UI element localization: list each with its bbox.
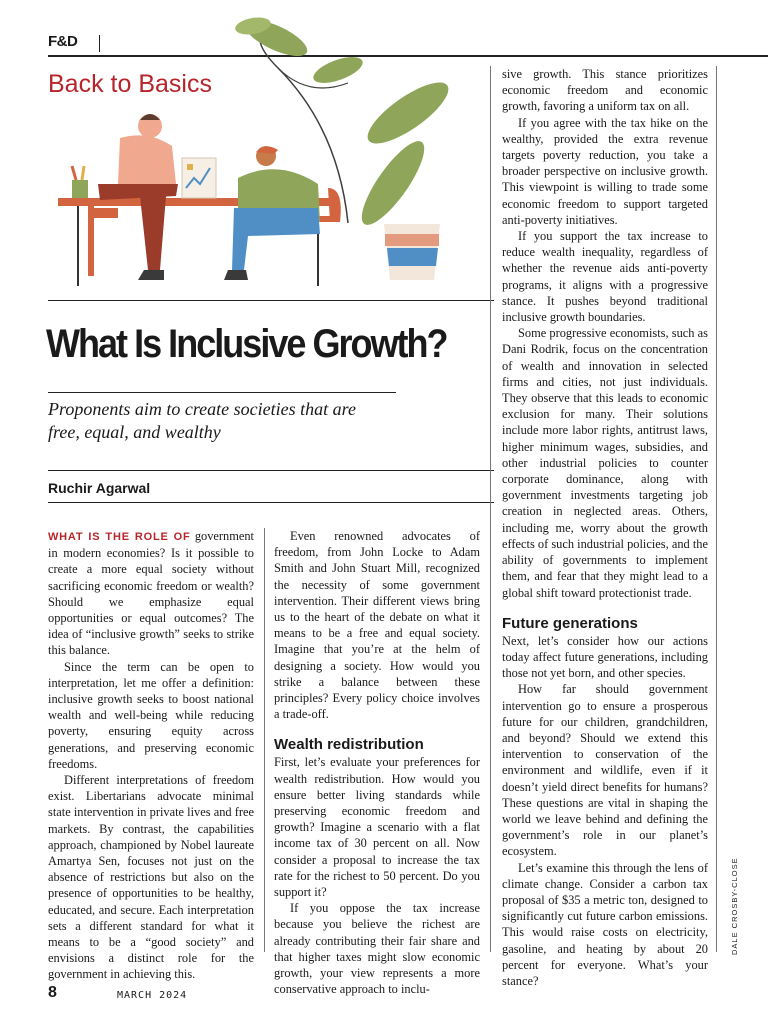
paragraph: Some progressive economists, such as Dani Rodrik, focus on the concentration of wealth and innovation in selected firms and cities, not just individuals. They observe that this leads to economic exclusion for many. Their solutions include more labor rights, antitrust laws, higher minimum wages, subsidies, and other industrial policies to counter corporate dominance, along with government investments targeting job creation in neglected areas. Others, including me, worry about the growth effects of such industrial policies, and the ability of governments to implement them, and fear that they might lead to a global shift toward protectionist trade. [502,326,708,600]
paragraph: First, let’s evaluate your preferences for wealth redistribution. How would you ensure better living standards while preserving economic freedom and growth? Imagine a scenario with a flat income tax of 30 percent on all. Now consider a proposal to increase the tax rate for the richest to 50 percent. Do you support it? [274,755,480,900]
pot-icon [384,224,440,280]
column-3 [502,66,708,989]
paragraph: Next, let’s consider how our actions today affect future generations, including those not yet born, and other species. [502,633,708,681]
paragraph: WHAT IS THE ROLE OF government in modern economies? Is it possible to create a more equal society without sacrificing economic freedom or wealth? Should we emphasize equal opportunities or equal outcomes? The idea of “inclusive growth” seeks to strike this balance. [48,529,254,658]
person-left-icon [88,114,178,280]
paragraph: Since the term can be open to interpretation, let me offer a definition: inclusive growth seeks to boost national wealth and well-being while reducing poverty, ensuring equity across generations, and preserving economic freedoms. [48,659,254,771]
paragraph: Let’s examine this through the lens of climate change. Consider a carbon tax proposal of $35 a metric ton, designed to significantly cut future carbon emissions. This would raise costs on electricity, gasoline, and heating by about 20 percent for everyone. What’s your stance? [502,860,708,988]
section-title: Back to Basics [48,70,212,98]
page-number: 8 [48,984,57,1001]
author-top-rule [48,470,494,471]
illustration-credit: DALE CROSBY-CLOSE [730,857,739,955]
column-divider-2 [490,66,491,952]
issue-date: MARCH 2024 [117,990,188,1001]
paragraph: If you support the tax increase to reduce wealth inequality, regardless of whether the revenue aids anti-poverty programs, it aligns with a progressive stance. It pushes beyond traditional inclusive growth boundaries. [502,229,708,325]
paragraph: If you agree with the tax hike on the wealthy, provided the extra revenue targets poverty reduction, you take a broader perspective on inclusive growth. This viewpoint is willing to trade some economic freedom to support targeted anti-poverty initiatives. [502,115,708,227]
chart-board-icon [182,158,216,198]
article-subtitle: Proponents aim to create societies that are free, equal, and wealthy [48,399,356,442]
column-1 [48,528,254,983]
author-bottom-rule [48,502,494,503]
illustration [48,8,494,300]
heading-wealth-redistribution: Wealth redistribution [274,736,424,754]
paragraph: If you oppose the tax increase because you believe the richest are already contributing their fair share and that higher taxes might slow economic growth, your view represents a more conservative approach to inclu- [274,901,480,997]
paragraph: How far should government intervention go to ensure a prosperous future for our children, grandchildren, and beyond? Should we extend this intervention to conservation of the environment and wildlife, even if it doesn’t yield direct benefits for humans? These questions are vital in shaping the world we leave behind and defining the government’s role in our planet’s ecosystem. [502,682,708,859]
column-divider-3 [716,66,717,952]
column-2 [274,528,480,997]
heading-future-generations: Future generations [502,614,638,632]
author-name: Ruchir Agarwal [48,480,151,496]
magazine-logo: F&D [48,33,78,50]
title-rule [48,392,396,393]
paragraph: Even renowned advocates of freedom, from John Locke to Adam Smith and John Stuart Mill, recognized the necessity of some government intervention. Their different views bring us to the heart of the debate on what it means to be a free and equal society. Imagine that you’re at the helm of designing a society. How would you strike a balance between these principles? Every policy choice involves a trade-off. [274,529,480,722]
person-right-icon [224,146,341,280]
article-title: What Is Inclusive Growth? [46,322,447,366]
paragraph: Different interpretations of freedom exist. Libertarians advocate minimal state intervention in private lives and free markets. By contrast, the capabilities approach, championed by Nobel laureate Amartya Sen, focuses not just on the absence of restrictions but also on the presence of opportunities to be healthy, educated, and secure. Each interpretation sets a different standard for what it means to be a “good society” and envisions a distinct role for the government in achieving this. [48,773,254,982]
column-divider-1 [264,528,265,952]
paragraph: sive growth. This stance prioritizes economic freedom and economic growth, favoring a uniform tax on all. [502,67,708,114]
illustration-rule [48,300,494,301]
lead-in: WHAT IS THE ROLE OF [48,531,191,543]
